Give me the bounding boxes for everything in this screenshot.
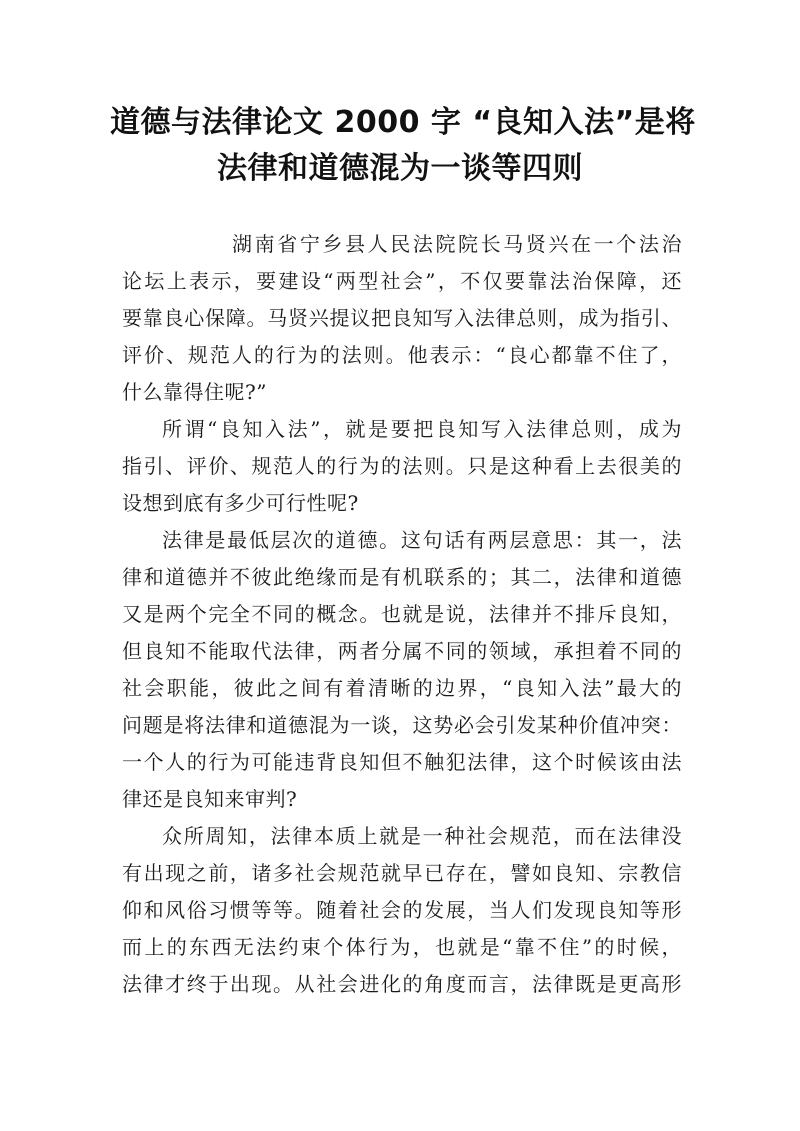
paragraph-line: 社会职能，彼此之间有着清晰的边界，“良知入法”最大的 bbox=[122, 676, 682, 700]
paragraph-3 bbox=[122, 522, 682, 818]
paragraph-line: 湖南省宁乡县人民法院院长马贤兴在一个法治 bbox=[232, 232, 682, 256]
paragraph-line: 律和道德并不彼此绝缘而是有机联系的；其二，法律和道德 bbox=[122, 565, 682, 589]
document-title bbox=[110, 100, 696, 192]
title-line-2: 法律和道德混为一谈等四则 bbox=[217, 151, 583, 186]
paragraph-line: 设想到底有多少可行性呢? bbox=[122, 491, 359, 515]
paragraph-line: 所谓“良知入法”，就是要把良知写入法律总则，成为 bbox=[162, 417, 682, 441]
paragraph-2 bbox=[122, 411, 682, 522]
paragraph-line: 但良知不能取代法律，两者分属不同的领域，承担着不同的 bbox=[122, 639, 682, 663]
paragraph-line: 律还是良知来审判? bbox=[122, 787, 298, 811]
paragraph-line: 法律才终于出现。从社会进化的角度而言，法律既是更高形 bbox=[122, 972, 682, 996]
paragraph-line: 指引、评价、规范人的行为的法则。只是这种看上去很美的 bbox=[122, 454, 682, 478]
paragraph-line: 又是两个完全不同的概念。也就是说，法律并不排斥良知， bbox=[122, 602, 682, 626]
paragraph-line: 众所周知，法律本质上就是一种社会规范，而在法律没 bbox=[162, 824, 682, 848]
paragraph-line: 什么靠得住呢?” bbox=[122, 380, 267, 404]
title-line-1: 道德与法律论文 2000 字 “良知入法”是将 bbox=[110, 105, 696, 140]
paragraph-line: 一个人的行为可能违背良知但不触犯法律，这个时候该由法 bbox=[122, 750, 682, 774]
paragraph-line: 仰和风俗习惯等等。随着社会的发展，当人们发现良知等形 bbox=[122, 898, 682, 922]
paragraph-line: 论坛上表示，要建设“两型社会”，不仅要靠法治保障，还 bbox=[122, 269, 682, 293]
paragraph-1 bbox=[122, 226, 682, 411]
document-body bbox=[122, 226, 682, 1003]
paragraph-line: 评价、规范人的行为的法则。他表示：“良心都靠不住了， bbox=[122, 343, 682, 367]
paragraph-line: 而上的东西无法约束个体行为，也就是“靠不住”的时候， bbox=[122, 935, 682, 959]
paragraph-4 bbox=[122, 818, 682, 1003]
paragraph-line: 有出现之前，诸多社会规范就早已存在，譬如良知、宗教信 bbox=[122, 861, 682, 885]
paragraph-line: 法律是最低层次的道德。这句话有两层意思：其一，法 bbox=[162, 528, 682, 552]
paragraph-line: 要靠良心保障。马贤兴提议把良知写入法律总则，成为指引、 bbox=[122, 306, 682, 330]
paragraph-line: 问题是将法律和道德混为一谈，这势必会引发某种价值冲突： bbox=[122, 713, 682, 737]
